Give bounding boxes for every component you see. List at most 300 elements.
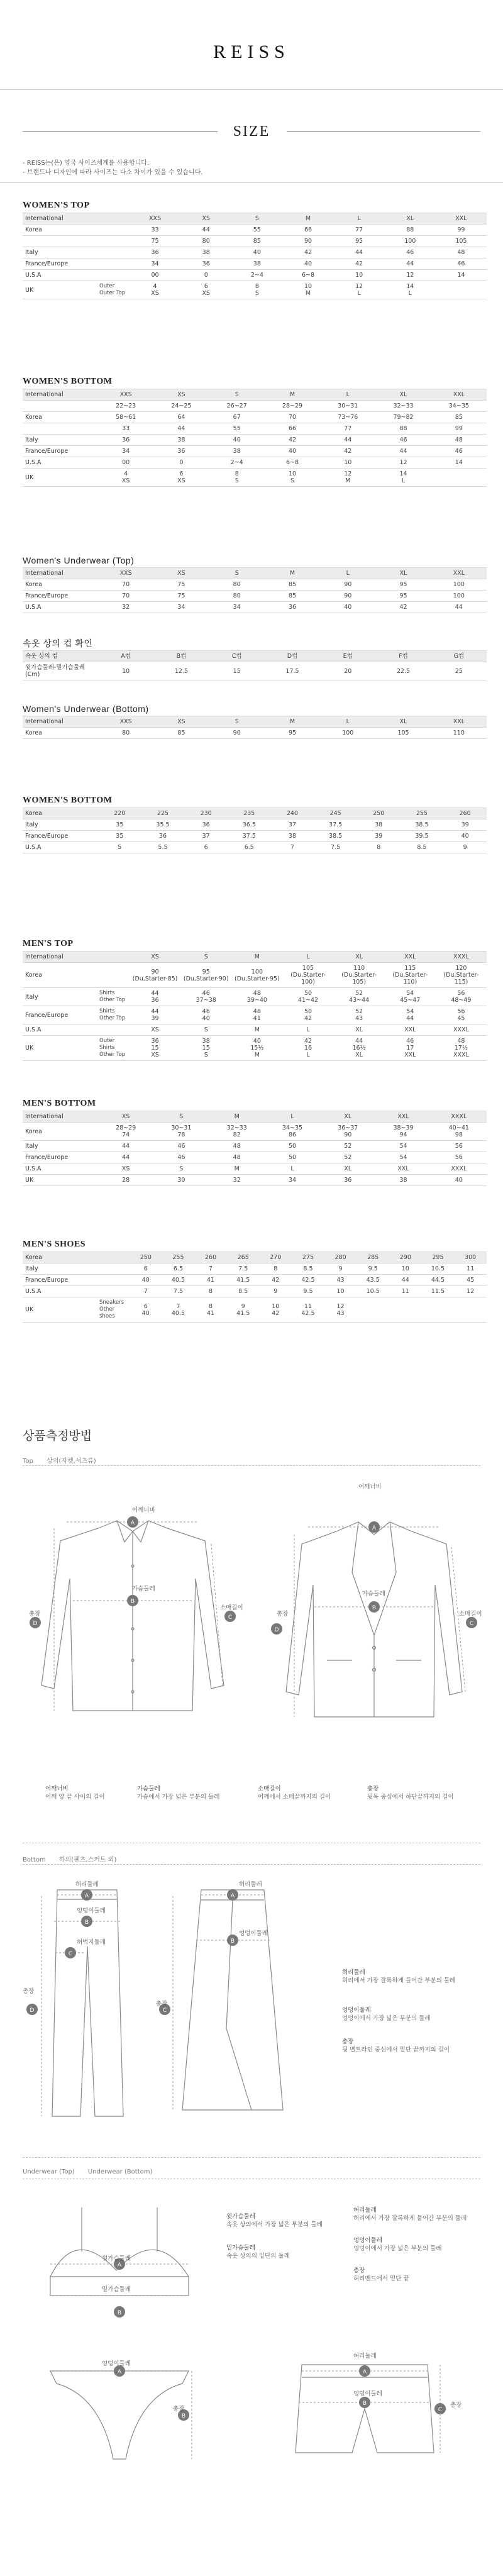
table-cell: 70 [98, 591, 153, 602]
row-sublabel [98, 1252, 130, 1263]
table-cell: 95 [375, 579, 431, 591]
table-cell: 77 [334, 225, 385, 236]
column-header: A컵 [98, 651, 153, 662]
column-header: M [231, 952, 282, 963]
underwear-item-name: 엉덩이둘레 [353, 2237, 382, 2244]
row-label: International [23, 213, 98, 225]
underwear-item [353, 2267, 479, 2283]
size-table [23, 567, 487, 613]
table-cell: 10 M [282, 281, 333, 299]
bottom-item-name: 허리둘레 [342, 1969, 365, 1976]
table-row [23, 469, 487, 487]
table-cell: 22~23 [98, 401, 153, 412]
label-thigh: 허벅지둘레 [77, 1939, 106, 1946]
table-cell: 36 [130, 247, 180, 258]
row-label: International [23, 952, 98, 963]
column-header: XXL [431, 389, 487, 401]
underwear-item [353, 2236, 479, 2253]
table-cell: 34~35 [431, 401, 487, 412]
underwear-tabs [23, 2168, 163, 2175]
table-title: 속옷 상의 컵 확인 [23, 638, 93, 648]
size-table-section [23, 1097, 487, 1186]
top-item-desc: 가슴에서 가장 넓은 부분의 둘레 [137, 1794, 220, 1801]
table-row [23, 1036, 487, 1061]
table-cell: 66 [282, 225, 333, 236]
table-cell: 80 [209, 591, 265, 602]
svg-text:D: D [30, 2007, 35, 2014]
table-cell: XXL [385, 1024, 436, 1036]
table-cell: 25 [431, 662, 487, 680]
table-row [23, 281, 487, 299]
row-label: Italy [23, 435, 98, 446]
row-sublabel [98, 1286, 130, 1297]
table-cell: 9 [324, 1263, 357, 1275]
row-label: Korea [23, 579, 98, 591]
tab-underwear-top[interactable]: Underwear (Top) [23, 2168, 75, 2175]
size-table-section [23, 937, 487, 1061]
table-row [23, 579, 487, 591]
row-sublabel [98, 213, 130, 225]
table-cell: 38 [180, 247, 231, 258]
table-cell: 37 [184, 831, 228, 842]
label-hip-briefs: 엉덩이둘레 [102, 2360, 131, 2367]
svg-text:A: A [230, 1893, 235, 1899]
underwear-item-name: 밑가슴둘레 [226, 2245, 255, 2251]
row-label: U.S.A [23, 1163, 98, 1175]
column-header: C컵 [209, 651, 265, 662]
column-header: 245 [314, 808, 357, 819]
table-cell: 17.5 [265, 662, 320, 680]
table-cell: 79~82 [375, 412, 431, 423]
row-label: France/Europe [23, 1006, 98, 1024]
table-cell: 6 40 [130, 1297, 162, 1323]
table-cell: 34 [265, 1175, 320, 1186]
table-row [23, 591, 487, 602]
size-table [23, 650, 487, 680]
table-cell [357, 1297, 389, 1323]
label-length-skirt: 총장 [156, 2001, 168, 2007]
row-label: Italy [23, 247, 98, 258]
table-cell: 9 [260, 1286, 292, 1297]
table-cell: 95 [334, 236, 385, 247]
table-cell: 56 48~49 [436, 988, 487, 1006]
table-cell: 44 [375, 446, 431, 457]
column-header: L [282, 952, 333, 963]
bottom-section-divider [23, 2157, 480, 2158]
size-table-section [23, 375, 487, 487]
table-cell: 36.5 [228, 819, 271, 831]
table-cell: 12 L [334, 281, 385, 299]
column-header: XS [130, 952, 180, 963]
table-cell: 44 [98, 1152, 153, 1163]
column-header: XS [153, 568, 209, 579]
table-cell: 12 43 [324, 1297, 357, 1323]
column-header: XL [375, 716, 431, 728]
table-cell: 36 [98, 435, 153, 446]
column-header: 260 [194, 1252, 227, 1263]
row-sublabel [98, 236, 130, 247]
table-cell: 4 XS [130, 281, 180, 299]
top-item-name: 소매길이 [258, 1785, 281, 1792]
header-divider [0, 89, 503, 90]
size-table-section [23, 199, 487, 299]
table-cell: 46 [385, 247, 436, 258]
table-row [23, 568, 487, 579]
column-header: XL [334, 952, 385, 963]
column-header: 230 [184, 808, 228, 819]
table-cell: 44 [180, 225, 231, 236]
table-cell: 44 [431, 602, 487, 613]
top-tabs-divider [23, 1465, 480, 1466]
column-header: L [265, 1111, 320, 1123]
table-row [23, 1111, 487, 1123]
table-cell: 15 [209, 662, 265, 680]
table-cell: 8.5 [227, 1286, 260, 1297]
underwear-item [226, 2244, 352, 2260]
svg-text:A: A [117, 2262, 122, 2268]
underwear-item [226, 2212, 352, 2229]
label-upper-chest: 윗가슴둘레 [102, 2255, 131, 2262]
row-label: International [23, 1111, 98, 1123]
table-cell: XXXL [431, 1163, 487, 1175]
table-cell: 110 (Du,Starter-105) [334, 963, 385, 988]
underwear-item-desc: 허리에서 가장 잘록하게 들어간 부분의 둘레 [353, 2215, 467, 2222]
table-cell: 100 [431, 579, 487, 591]
table-cell: 32~33 82 [209, 1123, 265, 1141]
row-label: 윗가슴둘레-밑가슴둘레 (Cm) [23, 662, 98, 680]
row-sublabel [98, 1024, 130, 1036]
table-cell: 40 [431, 1175, 487, 1186]
row-label [23, 423, 98, 435]
row-sublabel [98, 952, 130, 963]
table-cell: 73~76 [320, 412, 375, 423]
table-row [23, 963, 487, 988]
label-hip-boxers: 엉덩이둘레 [353, 2390, 382, 2397]
table-cell: 30 [153, 1175, 209, 1186]
svg-text:B: B [130, 1599, 135, 1605]
row-label: U.S.A [23, 270, 98, 281]
table-cell: 58~61 [98, 412, 153, 423]
table-cell: 90 [282, 236, 333, 247]
underwear-item-name: 허리둘레 [353, 2207, 377, 2214]
table-cell: 55 [231, 225, 282, 236]
bottom-item-desc: 엉덩이에서 가장 넓은 부분의 둘레 [342, 2015, 431, 2022]
column-header: S [231, 213, 282, 225]
row-label: U.S.A [23, 842, 98, 853]
column-header: 220 [98, 808, 141, 819]
column-header: 235 [228, 808, 271, 819]
table-cell: 8.5 [292, 1263, 324, 1275]
table-cell: 70 [265, 412, 320, 423]
table-cell: 10 S [265, 469, 320, 487]
column-header: XL [385, 213, 436, 225]
column-header: XXL [436, 213, 487, 225]
table-cell: 12 [385, 270, 436, 281]
table-cell: M [209, 1163, 265, 1175]
row-label: UK [23, 281, 98, 299]
table-cell: 54 [375, 1141, 431, 1152]
label-hip-skirt: 엉덩이둘레 [239, 1930, 268, 1937]
column-header: G컵 [431, 651, 487, 662]
table-cell: 48 [209, 1141, 265, 1152]
table-cell: 6~8 [265, 457, 320, 469]
row-label: 속옷 상의 컵 [23, 651, 98, 662]
table-cell: 7.5 [162, 1286, 195, 1297]
table-cell: M [231, 1024, 282, 1036]
column-header: XXS [98, 389, 153, 401]
table-row [23, 1263, 487, 1275]
column-header: XS [180, 213, 231, 225]
table-cell: 2~4 [231, 270, 282, 281]
table-cell: 14 [436, 270, 487, 281]
underwear-item-desc: 허리밴드에서 밑단 끝 [353, 2275, 409, 2282]
row-label: UK [23, 469, 98, 487]
table-cell: 12 M [320, 469, 375, 487]
size-table-section [23, 1238, 487, 1323]
svg-text:C: C [228, 1614, 233, 1621]
table-cell: 12.5 [153, 662, 209, 680]
table-cell: 10.5 [422, 1263, 455, 1275]
table-row [23, 236, 487, 247]
table-row [23, 1123, 487, 1141]
row-sublabel: Outer Shirts Other Top [98, 1036, 130, 1061]
row-label: Korea [23, 225, 98, 236]
size-table-section [23, 636, 487, 680]
table-cell: 95 [375, 591, 431, 602]
table-cell: 9.5 [357, 1263, 389, 1275]
bottom-item-name: 엉덩이둘레 [342, 2007, 371, 2014]
underwear-item-desc: 속옷 상의에서 가장 넓은 부분의 둘레 [226, 2221, 323, 2228]
svg-text:B: B [372, 1605, 377, 1611]
table-cell: 10 [389, 1263, 422, 1275]
table-cell: 14 [431, 457, 487, 469]
table-cell: 40 [320, 602, 375, 613]
table-cell: 99 [436, 225, 487, 236]
column-header: 295 [422, 1252, 455, 1263]
table-cell: 38 [357, 819, 401, 831]
table-cell: XXL [375, 1163, 431, 1175]
table-cell: 8 [357, 842, 401, 853]
table-cell: 42 [320, 446, 375, 457]
table-cell: 90 [209, 728, 265, 739]
note-line: - 브랜드나 디자인에 따라 사이즈는 다소 차이가 있을 수 있습니다. [23, 169, 203, 176]
table-cell: 24~25 [153, 401, 209, 412]
svg-text:A: A [84, 1893, 89, 1899]
table-row [23, 988, 487, 1006]
column-header: L [334, 213, 385, 225]
table-cell: 46 [436, 258, 487, 270]
table-cell: 5 [98, 842, 141, 853]
row-label: U.S.A [23, 1024, 98, 1036]
table-cell: 11.5 [422, 1286, 455, 1297]
skirt-illustration [157, 1871, 308, 2123]
row-sublabel: Outer Outer Top [98, 281, 130, 299]
column-header: 260 [443, 808, 487, 819]
row-sublabel [98, 247, 130, 258]
top-item-desc: 어깨에서 소매끝까지의 길이 [258, 1794, 331, 1801]
table-cell: 30~31 [320, 401, 375, 412]
shirt-illustration [23, 1497, 243, 1729]
table-cell: 7 40.5 [162, 1297, 195, 1323]
table-cell: 39 [357, 831, 401, 842]
table-title: MEN'S TOP [23, 939, 74, 948]
column-header: XL [375, 389, 431, 401]
table-cell: 45 [454, 1275, 487, 1286]
row-label: Korea [23, 1123, 98, 1141]
table-cell: 44 39 [130, 1006, 180, 1024]
table-cell: S [180, 1024, 231, 1036]
table-cell: 36 15 XS [130, 1036, 180, 1061]
column-header: B컵 [153, 651, 209, 662]
top-tabs [23, 1455, 108, 1465]
table-cell: 66 [265, 423, 320, 435]
table-row [23, 412, 487, 423]
underwear-item [353, 2206, 479, 2223]
table-cell: XL [320, 1163, 375, 1175]
table-cell: 38 [375, 1175, 431, 1186]
column-header: S [209, 389, 265, 401]
table-cell: 6 XS [153, 469, 209, 487]
table-cell: 56 [431, 1152, 487, 1163]
table-cell [422, 1297, 455, 1323]
svg-text:B: B [181, 2413, 186, 2419]
table-cell: 5.5 [141, 842, 185, 853]
table-cell: XS [98, 1163, 153, 1175]
tab-top[interactable]: Top [23, 1458, 33, 1465]
size-table [23, 1252, 487, 1323]
table-cell: 34 [130, 258, 180, 270]
table-cell: 34 [98, 446, 153, 457]
table-cell: 38.5 [314, 831, 357, 842]
column-header: XXS [98, 716, 153, 728]
row-label: Korea [23, 1252, 98, 1263]
row-label: Korea [23, 808, 98, 819]
tab-bottom-desc: 하의(팬츠,스커트 외) [58, 1857, 117, 1863]
column-header: XL [375, 568, 431, 579]
table-cell: XXXL [436, 1024, 487, 1036]
table-row [23, 457, 487, 469]
table-cell: 40~41 98 [431, 1123, 487, 1141]
table-cell: 6 XS [180, 281, 231, 299]
table-cell: 7 [194, 1263, 227, 1275]
table-cell: 2~4 [209, 457, 265, 469]
label-length-boxers: 총장 [450, 2402, 462, 2409]
label-length-pants: 총장 [23, 1988, 35, 1995]
table-cell: 85 [431, 412, 487, 423]
table-cell: 46 [431, 446, 487, 457]
column-header: 240 [271, 808, 314, 819]
table-cell: 90 [320, 591, 375, 602]
svg-text:B: B [362, 2401, 367, 2407]
table-cell: 37 [271, 819, 314, 831]
row-label: France/Europe [23, 446, 98, 457]
table-cell: 28~29 74 [98, 1123, 153, 1141]
column-header: M [265, 716, 320, 728]
svg-text:C: C [438, 2407, 443, 2413]
row-label: Italy [23, 819, 98, 831]
row-sublabel [98, 270, 130, 281]
column-header: XXS [130, 213, 180, 225]
table-cell: 50 [265, 1152, 320, 1163]
svg-text:D: D [33, 1621, 38, 1627]
table-row [23, 270, 487, 281]
column-header: S [180, 952, 231, 963]
table-row [23, 1275, 487, 1286]
row-label: Korea [23, 728, 98, 739]
table-cell: 110 [431, 728, 487, 739]
table-row [23, 728, 487, 739]
table-cell: 34 [153, 602, 209, 613]
table-cell: 4 XS [98, 469, 153, 487]
size-table [23, 389, 487, 487]
table-cell: 38 [209, 446, 265, 457]
row-label: France/Europe [23, 258, 98, 270]
table-cell: 54 44 [385, 1006, 436, 1024]
size-table [23, 808, 487, 853]
bottom-item [342, 2006, 480, 2023]
table-title: WOMEN'S BOTTOM [23, 796, 113, 805]
table-row [23, 1252, 487, 1263]
table-row [23, 435, 487, 446]
svg-text:A: A [117, 2369, 122, 2375]
table-cell: 35 [98, 819, 141, 831]
tab-bottom[interactable]: Bottom [23, 1857, 46, 1863]
table-title: MEN'S BOTTOM [23, 1099, 96, 1108]
table-cell: 9.5 [292, 1286, 324, 1297]
table-cell: 44 [320, 435, 375, 446]
table-cell: 42 16 L [282, 1036, 333, 1061]
table-cell: 46 [153, 1152, 209, 1163]
table-row [23, 1024, 487, 1036]
table-cell: 44 [153, 423, 209, 435]
column-header: 280 [324, 1252, 357, 1263]
column-header: E컵 [320, 651, 375, 662]
table-cell: 00 [98, 457, 153, 469]
top-item-desc: 어깨 양 끝 사이의 길이 [45, 1794, 105, 1801]
column-header: M [282, 213, 333, 225]
table-cell: 100 [320, 728, 375, 739]
table-cell: 38 [231, 258, 282, 270]
row-label: International [23, 568, 98, 579]
top-item-name: 가슴둘레 [137, 1785, 160, 1792]
table-cell: 43.5 [357, 1275, 389, 1286]
table-cell: 75 [153, 591, 209, 602]
size-table-section [23, 702, 487, 739]
top-item [367, 1785, 474, 1801]
table-cell: 105 [436, 236, 487, 247]
table-cell: 11 [454, 1263, 487, 1275]
underwear-item-name: 윗가슴둘레 [226, 2213, 255, 2220]
column-header: F컵 [375, 651, 431, 662]
table-cell: L [265, 1163, 320, 1175]
column-header: 255 [401, 808, 444, 819]
table-cell: 10.5 [357, 1286, 389, 1297]
column-header: 290 [389, 1252, 422, 1263]
table-title: Women's Underwear (Bottom) [23, 704, 149, 714]
column-header: M [209, 1111, 265, 1123]
table-cell: 8 [194, 1286, 227, 1297]
table-cell: XL [334, 1024, 385, 1036]
table-cell: 100 [431, 591, 487, 602]
row-label [23, 236, 98, 247]
table-title: WOMEN'S BOTTOM [23, 377, 113, 386]
table-cell: 42 [260, 1275, 292, 1286]
table-row [23, 1175, 487, 1186]
size-table [23, 716, 487, 739]
table-row [23, 831, 487, 842]
tab-underwear-bottom[interactable]: Underwear (Bottom) [87, 2168, 153, 2175]
column-header: 265 [227, 1252, 260, 1263]
